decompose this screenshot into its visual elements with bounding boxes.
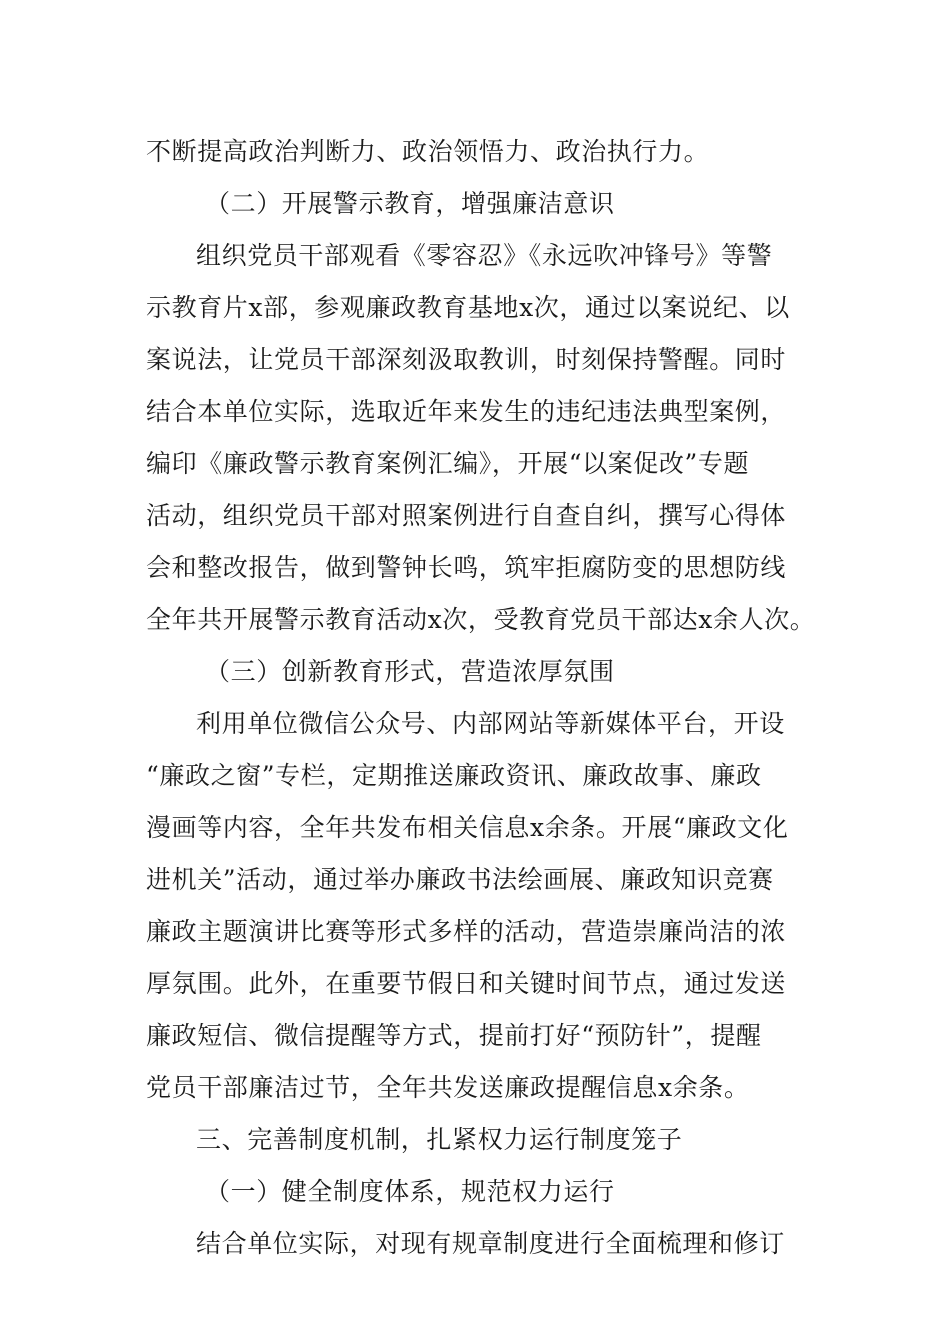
section-heading-2: （二）开展警示教育，增强廉洁意识 [205, 189, 615, 218]
paragraph-line: 会和整改报告，做到警钟长鸣，筑牢拒腐防变的思想防线 [146, 553, 787, 582]
chapter-heading-3: 三、完善制度机制，扎紧权力运行制度笼子 [196, 1125, 683, 1154]
paragraph-line: 案说法，让党员干部深刻汲取教训，时刻保持警醒。同时 [146, 345, 787, 374]
paragraph-line: 编印《廉政警示教育案例汇编》，开展“以案促改”专题 [146, 449, 750, 478]
section-heading-3: （三）创新教育形式，营造浓厚氛围 [205, 657, 615, 686]
paragraph-line: 结合本单位实际，选取近年来发生的违纪违法典型案例， [146, 397, 787, 426]
paragraph-line: 漫画等内容，全年共发布相关信息x余条。开展“廉政文化 [146, 813, 789, 842]
paragraph-line: 进机关”活动，通过举办廉政书法绘画展、廉政知识竞赛 [146, 865, 774, 894]
paragraph-line: 示教育片x部，参观廉政教育基地x次，通过以案说纪、以 [146, 293, 790, 322]
paragraph-line: 不断提高政治判断力、政治领悟力、政治执行力。 [146, 137, 710, 166]
section-heading-1: （一）健全制度体系，规范权力运行 [205, 1177, 615, 1206]
paragraph-line: 结合单位实际，对现有规章制度进行全面梳理和修订 [196, 1229, 785, 1258]
paragraph-line: 全年共开展警示教育活动x次，受教育党员干部达x余人次。 [146, 605, 816, 634]
paragraph-line: 党员干部廉洁过节，全年共发送廉政提醒信息x余条。 [146, 1073, 750, 1102]
paragraph-line: 组织党员干部观看《零容忍》《永远吹冲锋号》等警 [196, 241, 773, 270]
paragraph-line: “廉政之窗”专栏，定期推送廉政资讯、廉政故事、廉政 [146, 761, 762, 790]
paragraph-line: 利用单位微信公众号、内部网站等新媒体平台，开设 [196, 709, 785, 738]
paragraph-line: 活动，组织党员干部对照案例进行自查自纠，撰写心得体 [146, 501, 787, 530]
paragraph-line: 厚氛围。此外，在重要节假日和关键时间节点，通过发送 [146, 969, 787, 998]
paragraph-line: 廉政主题演讲比赛等形式多样的活动，营造崇廉尚洁的浓 [146, 917, 787, 946]
paragraph-line: 廉政短信、微信提醒等方式，提前打好“预防针”，提醒 [146, 1021, 762, 1050]
